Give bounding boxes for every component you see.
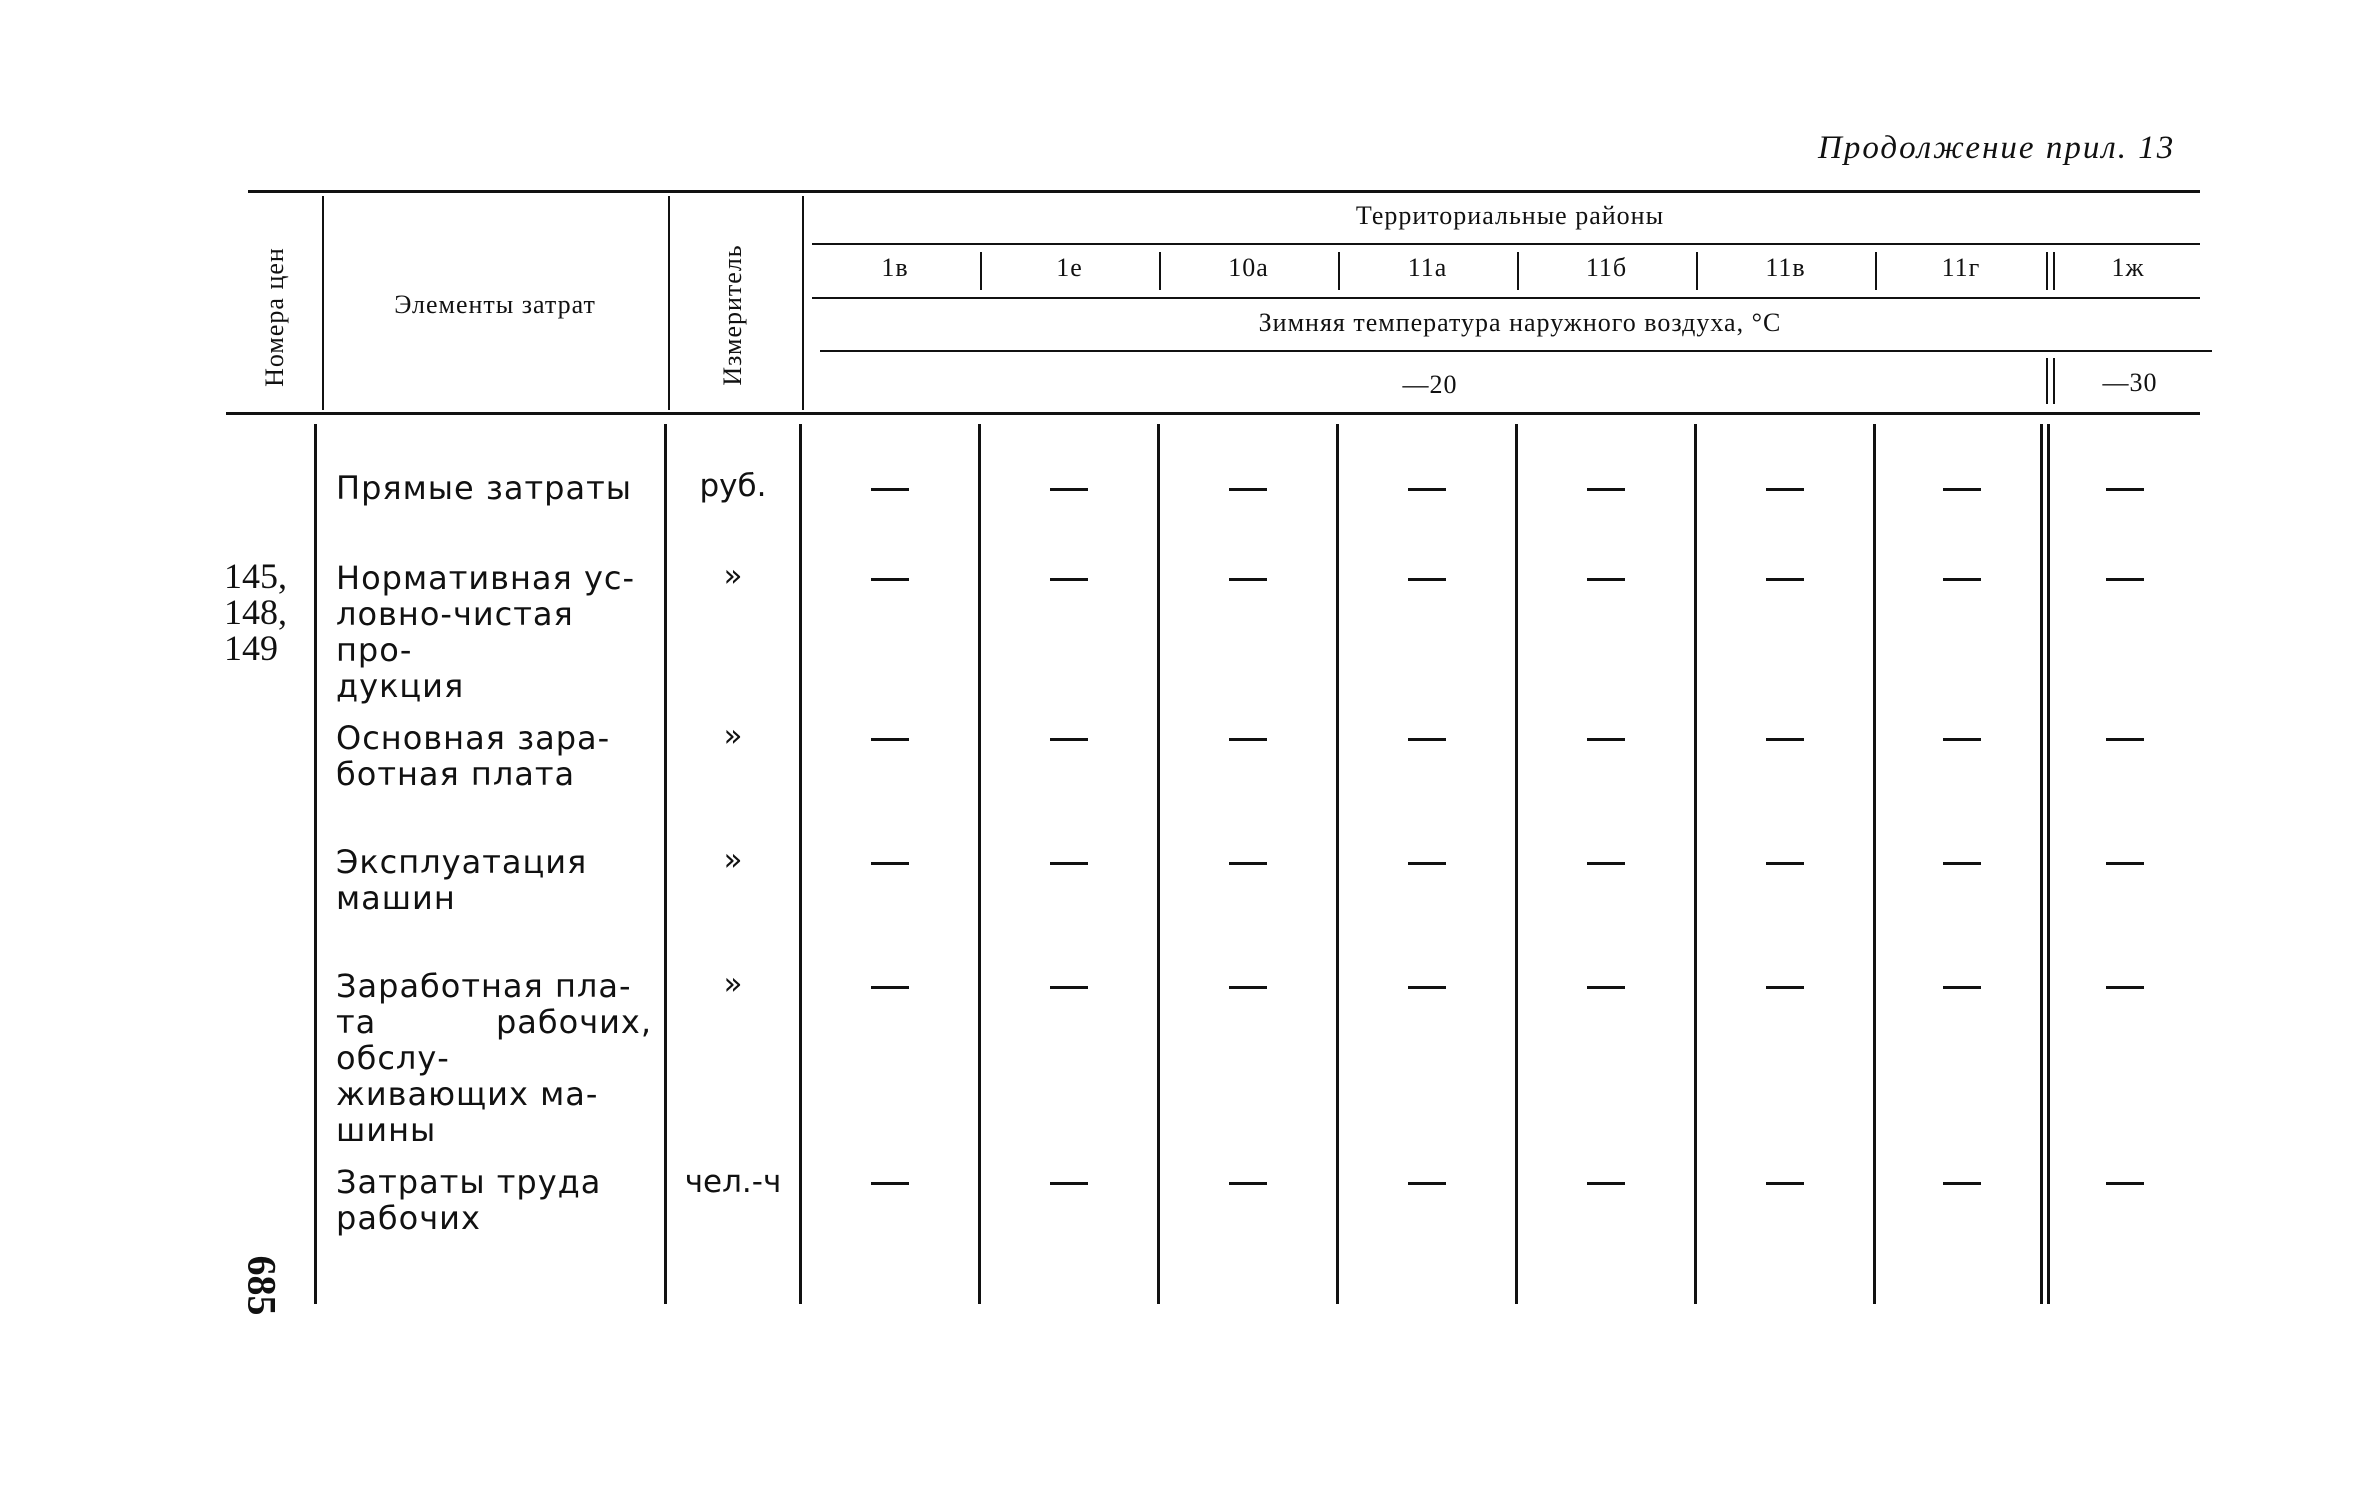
table-top-rule	[248, 190, 2200, 193]
value-dash	[1408, 986, 1446, 989]
value-dash	[1766, 738, 1804, 741]
value-dash	[1766, 1182, 1804, 1185]
value-dash	[1943, 1182, 1981, 1185]
cost-element-operator-wages	[336, 968, 652, 1148]
cost-element-line: шины	[336, 1111, 437, 1149]
value-dash	[871, 578, 909, 581]
cost-element-line: Основная зара-	[336, 719, 611, 757]
region-11a: 11а	[1407, 253, 1448, 282]
value-dash	[1229, 738, 1267, 741]
value-dash	[1766, 862, 1804, 865]
value-dash	[871, 488, 909, 491]
value-dash	[2106, 738, 2144, 741]
value-dash	[1943, 986, 1981, 989]
value-dash	[1766, 986, 1804, 989]
body-divider-double-b	[2047, 424, 2050, 1304]
value-dash	[2106, 488, 2144, 491]
value-dash	[871, 1182, 909, 1185]
value-dash	[1766, 578, 1804, 581]
value-dash	[2106, 862, 2144, 865]
value-dash	[1050, 488, 1088, 491]
header-unit: Измеритель	[718, 244, 747, 386]
value-dash	[1587, 488, 1625, 491]
value-dash	[871, 862, 909, 865]
body-divider-1	[314, 424, 317, 1304]
cost-element-line: машин	[336, 879, 456, 917]
value-dash	[1229, 986, 1267, 989]
cost-element-line: Нормативная ус-	[336, 559, 636, 597]
body-divider-2	[664, 424, 667, 1304]
page-number: 685	[239, 1255, 285, 1316]
temp-sep-double-a	[2046, 358, 2048, 404]
value-dash	[1587, 738, 1625, 741]
unit-row-4: »	[723, 842, 743, 878]
value-dash	[1587, 986, 1625, 989]
region-sep-double-a	[2046, 252, 2048, 290]
value-dash	[1050, 578, 1088, 581]
temperature-value-last: —30	[2102, 368, 2158, 397]
region-1zh: 1ж	[2111, 253, 2145, 282]
value-dash	[1229, 1182, 1267, 1185]
cost-element-base-wages	[336, 720, 652, 792]
unit-row-5: »	[723, 966, 743, 1002]
region-1v: 1в	[881, 253, 909, 282]
value-dash	[1943, 488, 1981, 491]
value-dash	[2106, 1182, 2144, 1185]
cost-element-line: та рабочих, обслу-	[336, 1003, 652, 1077]
body-divider-8	[1694, 424, 1697, 1304]
cost-element-machine-operation	[336, 844, 652, 916]
value-dash	[1050, 1182, 1088, 1185]
region-11v: 11в	[1765, 253, 1806, 282]
cost-element-line: живающих ма-	[336, 1075, 599, 1113]
value-dash	[1943, 578, 1981, 581]
value-dash	[1766, 488, 1804, 491]
header-bottom-rule	[226, 412, 2200, 415]
regions-bottom-rule	[812, 297, 2200, 299]
header-cost-elements: Элементы затрат	[394, 290, 596, 319]
temperature-value-main: —20	[1402, 370, 1458, 399]
value-dash	[1050, 862, 1088, 865]
cost-element-line: рабочих	[336, 1199, 481, 1237]
region-11g: 11г	[1941, 253, 1981, 282]
body-divider-4	[978, 424, 981, 1304]
region-11b: 11б	[1585, 253, 1628, 282]
value-dash	[871, 986, 909, 989]
value-dash	[1408, 738, 1446, 741]
region-10a: 10а	[1228, 253, 1269, 282]
cost-element-normative-product	[336, 560, 652, 704]
header-winter-temperature: Зимняя температура наружного воздуха, °С	[1258, 308, 1782, 337]
value-dash	[1229, 488, 1267, 491]
value-dash	[1408, 1182, 1446, 1185]
price-number-1: 145,	[224, 556, 287, 596]
cost-element-direct-costs: Прямые затраты	[336, 469, 632, 507]
appendix-caption: Продолжение прил. 13	[1818, 130, 2176, 166]
value-dash	[1587, 862, 1625, 865]
regions-top-rule	[812, 243, 2200, 245]
body-divider-double-a	[2040, 424, 2043, 1304]
price-number-3: 149	[224, 628, 278, 668]
unit-row-6: чел.-ч	[684, 1164, 782, 1200]
cost-element-line: ловно-чистая про-	[336, 595, 574, 669]
header-price-numbers: Номера цен	[260, 247, 289, 387]
value-dash	[1408, 862, 1446, 865]
cost-element-labor-costs	[336, 1164, 652, 1236]
value-dash	[2106, 986, 2144, 989]
temp-sep-double-b	[2053, 358, 2055, 404]
unit-row-3: »	[723, 718, 743, 754]
header-territorial-regions: Территориальные районы	[1355, 201, 1665, 230]
body-divider-9	[1873, 424, 1876, 1304]
value-dash	[1229, 862, 1267, 865]
region-sep-double-b	[2053, 252, 2055, 290]
temperature-bottom-rule	[820, 350, 2212, 352]
value-dash	[1050, 986, 1088, 989]
value-dash	[1229, 578, 1267, 581]
cost-element-line: Затраты труда	[336, 1163, 602, 1201]
body-divider-6	[1336, 424, 1339, 1304]
cost-element-line: Заработная пла-	[336, 967, 632, 1005]
region-1e: 1е	[1056, 253, 1083, 282]
value-dash	[1408, 488, 1446, 491]
unit-row-2: »	[723, 558, 743, 594]
header-divider-3	[802, 196, 804, 410]
body-divider-5	[1157, 424, 1160, 1304]
value-dash	[1587, 578, 1625, 581]
header-divider-1	[322, 196, 324, 410]
cost-element-line: Эксплуатация	[336, 843, 588, 881]
value-dash	[871, 738, 909, 741]
body-divider-3	[799, 424, 802, 1304]
body-divider-7	[1515, 424, 1518, 1304]
unit-row-1: руб.	[699, 468, 767, 504]
cost-element-line: ботная плата	[336, 755, 576, 793]
value-dash	[1050, 738, 1088, 741]
value-dash	[1943, 862, 1981, 865]
header-divider-2	[668, 196, 670, 410]
value-dash	[1943, 738, 1981, 741]
value-dash	[1408, 578, 1446, 581]
cost-element-line: дукция	[336, 667, 465, 705]
value-dash	[1587, 1182, 1625, 1185]
value-dash	[2106, 578, 2144, 581]
price-number-2: 148,	[224, 592, 287, 632]
